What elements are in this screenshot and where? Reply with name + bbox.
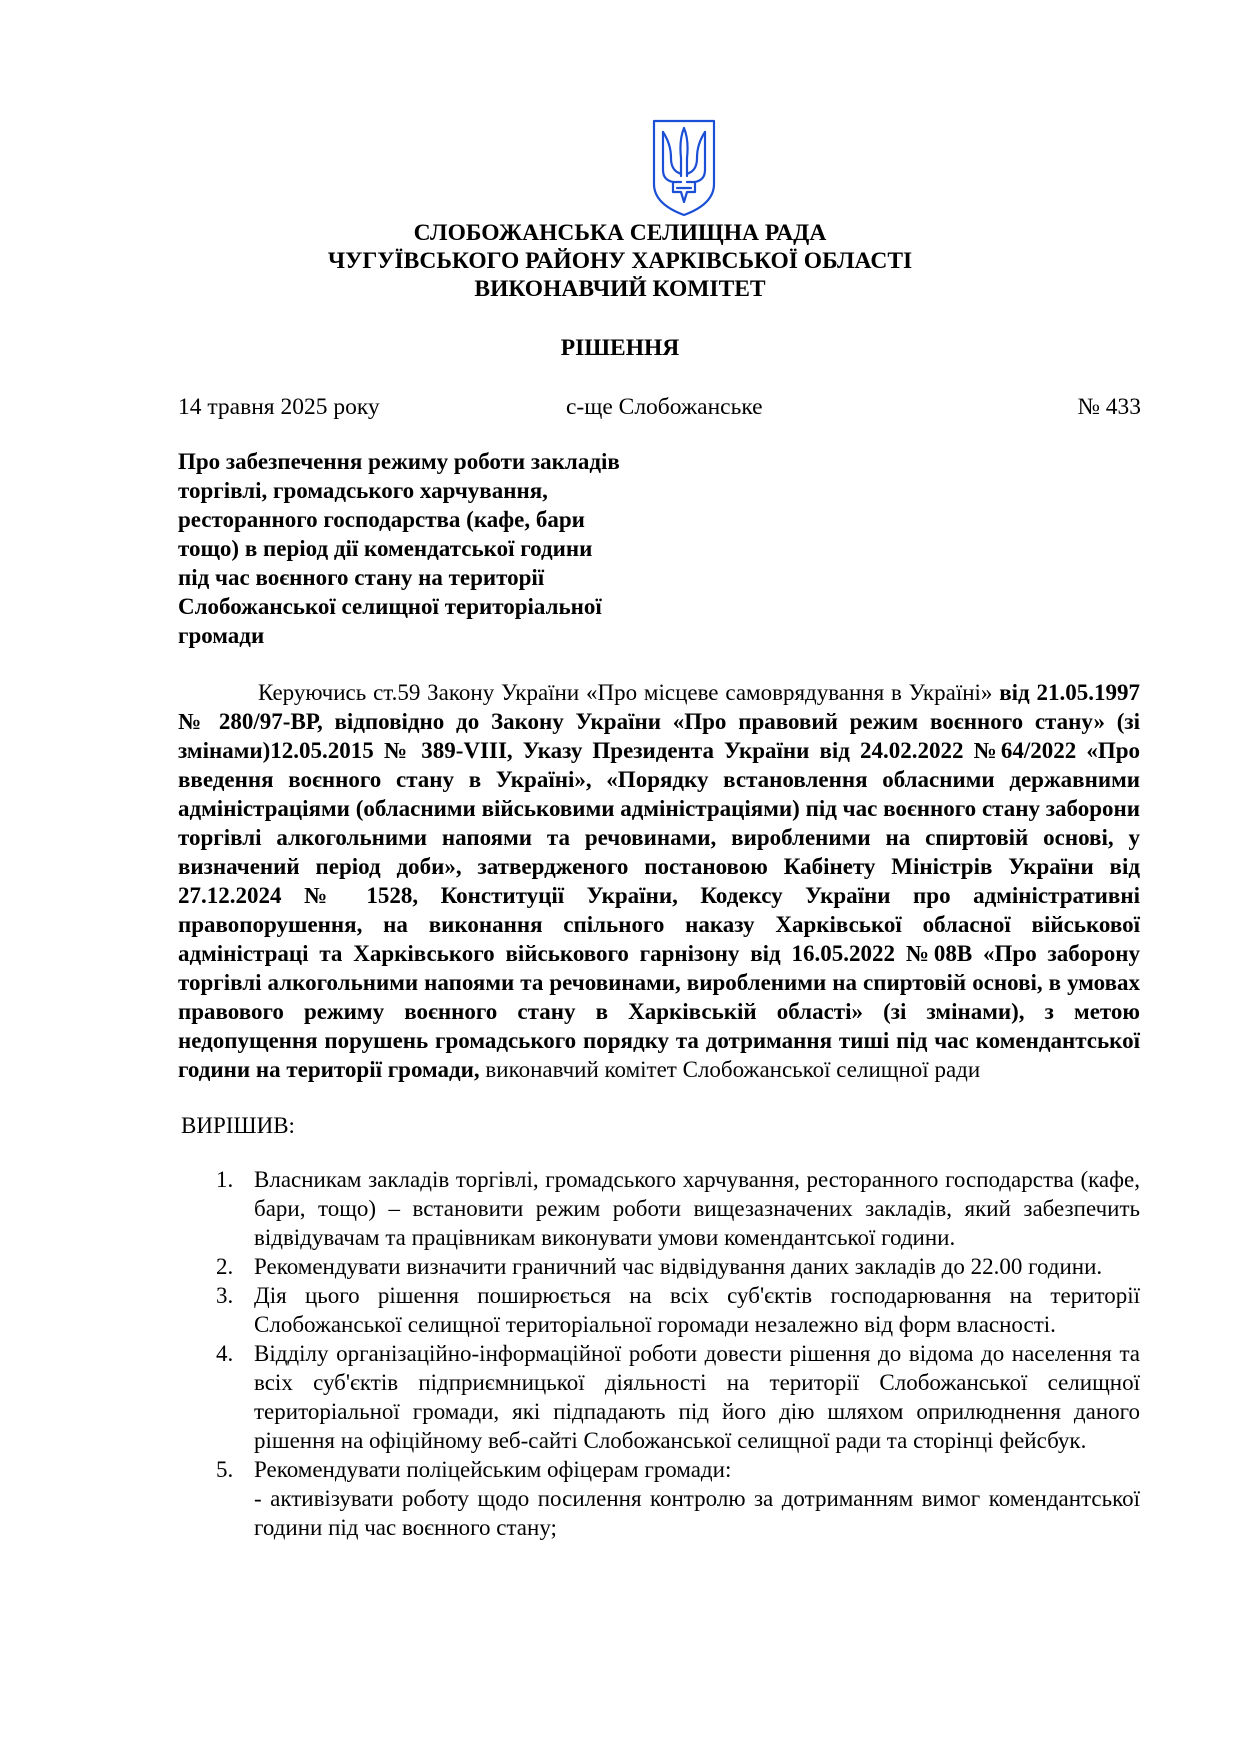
document-title: РІШЕННЯ	[560, 335, 680, 361]
resolved-label: ВИРІШИВ:	[181, 1113, 295, 1138]
header-line-district: ЧУГУЇВСЬКОГО РАЙОНУ ХАРКІВСЬКОЇ ОБЛАСТІ	[327, 248, 913, 274]
item-text: Дія цього рішення поширюється на всіх суб'єктів господарювання на території Слобожанської селищної територіальної горомади незалежно від форм власності.	[254, 1283, 1140, 1337]
item-text: Власникам закладів торгівлі, громадського харчування, ресторанного господарства (кафе, бари, тощо) – встановити режим роботи вищезазначених закладів, який забезпечить відвідувачам та працівникам виконувати умови комендантської години.	[254, 1167, 1140, 1250]
decision-subject	[178, 447, 678, 650]
decision-number: № 433	[1077, 394, 1141, 420]
header-line-council: СЛОБОЖАНСЬКА СЕЛИЩНА РАДА	[413, 220, 827, 246]
list-item	[178, 1455, 1140, 1542]
item-subpoint: - активізувати роботу щодо посилення контролю за дотриманням вимог комендантської години під час воєнного стану;	[254, 1486, 1140, 1540]
subject-line: Слобожанської селищної територіальної	[178, 594, 602, 619]
list-item	[178, 1252, 1140, 1281]
header-line-committee: ВИКОНАВЧИЙ КОМІТЕТ	[474, 276, 766, 302]
item-number: 3.	[216, 1283, 234, 1308]
preamble-paragraph	[178, 678, 1140, 1084]
item-text: Рекомендувати поліцейським офіцерам громади:	[254, 1457, 732, 1482]
preamble-text: Керуючись ст.59 Закону України «Про місцеве самоврядування в Україні»	[258, 680, 1000, 705]
preamble-text-end: виконавчий комітет Слобожанської селищної ради	[479, 1057, 981, 1082]
item-text: Відділу організаційно-інформаційної роботи довести рішення до відома до населення та всіх суб'єктів підприємницької діяльності на території Слобожанської селищної територіальної громади, які підпадають під його дію шляхом оприлюднення даного рішення на офіційному веб-сайті Слобожанської селищної ради та сторінці фейсбук.	[254, 1341, 1140, 1453]
item-number: 4.	[216, 1341, 234, 1366]
decision-items-list	[178, 1165, 1140, 1542]
item-number: 2.	[216, 1254, 234, 1279]
item-number: 5.	[216, 1457, 234, 1482]
item-text: Рекомендувати визначити граничний час відвідування даних закладів до 22.00 години.	[254, 1254, 1103, 1279]
list-item	[178, 1165, 1140, 1252]
subject-line: громади	[178, 623, 265, 648]
subject-line: ресторанного господарства (кафе, бари	[178, 507, 585, 532]
trident-coat-of-arms-icon	[651, 118, 717, 218]
council-header	[0, 219, 1240, 303]
subject-line: під час воєнного стану на території	[178, 565, 545, 590]
subject-line: торгівлі, громадського харчування,	[178, 478, 548, 503]
item-number: 1.	[216, 1167, 234, 1192]
decision-place: с-ще Слобожанське	[566, 394, 763, 420]
list-item	[178, 1339, 1140, 1455]
preamble-legal-basis: від 21.05.1997 № 280/97-ВР, відповідно до Закону України «Про правовий режим воєнного стану» (зі змінами)12.05.2015 № 389-VIII, Указу Президента України від 24.02.2022 №64/2022 «Про введення воєнного стану в Україні», «Порядку встановлення обласними державними адміністраціями (обласними військовими адміністраціями) під час воєнного стану заборони торгівлі алкогольними напоями та речовинами, виробленими на спиртовій основі, у визначений період доби», затвердженого постановою Кабінету Міністрів України від 27.12.2024 № 1528, Конституції України, Кодексу України про адміністративні правопорушення, на виконання спільного наказу Харківської обласної військової адміністраці та Харківського військового гарнізону від 16.05.2022 №08В «Про заборону торгівлі алкогольними напоями та речовинами, виробленими на спиртовій основі, в умовах правового режиму воєнного стану в Харківській області» (зі змінами), з метою недопущення порушень громадського порядку та дотримання тиші під час комендантської години на території громади,	[178, 680, 1140, 1082]
subject-line: Про забезпечення режиму роботи закладів	[178, 449, 620, 474]
list-item	[178, 1281, 1140, 1339]
subject-line: тощо) в період дії комендатської години	[178, 536, 593, 561]
decision-date: 14 травня 2025 року	[178, 394, 380, 420]
